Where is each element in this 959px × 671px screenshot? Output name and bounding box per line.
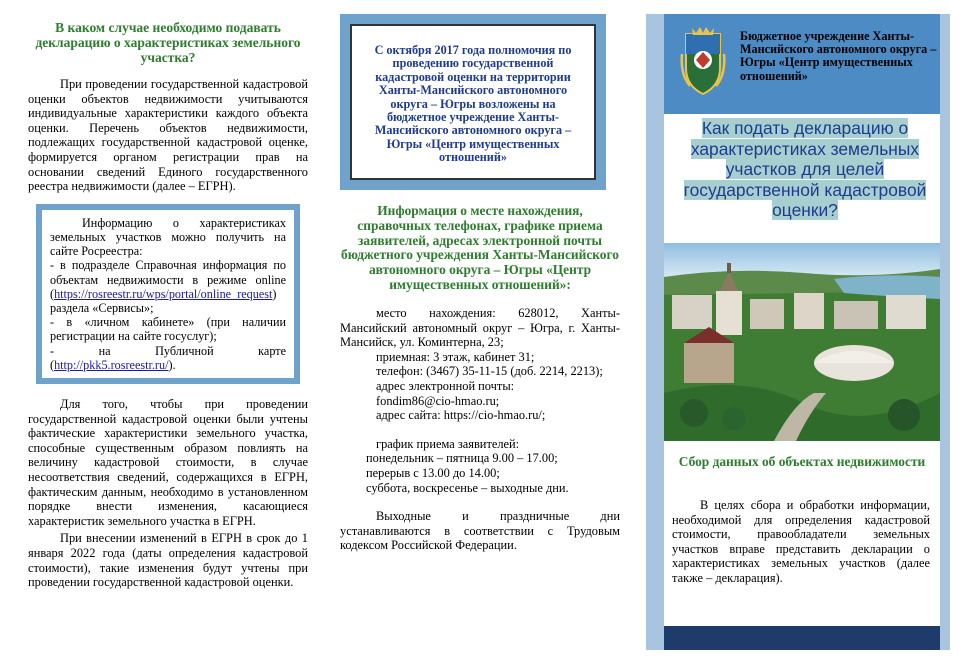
- rosreestr-item-cabinet: - в «личном кабинете» (при наличии регистрации на сайте госуслуг);: [50, 315, 286, 344]
- contacts-block: [340, 306, 620, 553]
- schedule-break: перерыв с 13.00 до 14.00;: [366, 465, 500, 480]
- cover-panel: [664, 14, 940, 650]
- email-value: fondim86@cio-hmao.ru;: [376, 393, 500, 408]
- site-line: адрес сайта: https://cio-hmao.ru/;: [376, 408, 546, 423]
- data-collection-heading: Сбор данных об объектах недвижимости: [678, 454, 926, 469]
- left-column: [28, 0, 308, 590]
- schedule-weekdays: понедельник – пятница 9.00 – 17.00;: [366, 451, 558, 466]
- contacts-heading: Информация о месте нахождения, справочных телефонах, графике приема заявителей, адресах электронной почты бюджетного учреждения Ханты-Мансийского автономного округа – Югры «Центр имущественных отношений»:: [341, 203, 619, 292]
- authority-notice-text: С октября 2017 года полномочия по проведению государственной кадастровой оценки на территории Ханты-Мансийского автономного округа – Югры возложены на бюджетное учреждение Ханты-Мансийского автономного округа – Югры «Центр имущественных отношений»: [350, 24, 596, 180]
- address-line: место нахождения: 628012, Ханты-Мансийский автономный округ – Югра, г. Ханты-Мансийск, ул. Коминтерна, 23;: [340, 306, 620, 350]
- changes-paragraph: Для того, чтобы при проведении государственной кадастровой оценки были учтены фактические характеристики земельного участка, способные существенным образом повлиять на величину кадастровой стоимости, в случае несоответствия сведений, содержащихся в ЕГРН, фактическим данным, необходимо в установленном порядке внести изменения, касающиеся характеристик земельного участка в ЕГРН.: [28, 396, 308, 528]
- deadline-paragraph: При внесении изменений в ЕГРН в срок до 1 января 2022 года (даты определения кадастровой стоимости), такие изменения будут учтены при проведении государственной кадастровой оценки.: [28, 531, 308, 590]
- assessment-paragraph: При проведении государственной кадастровой оценки объектов недвижимости учитываются индивидуальные характеристики каждого объекта оценки. Перечень объектов недвижимости, подлежащих государственной кадастровой оценке, формируется органом регистрации прав на основании сведений Единого государственного реестра недвижимости (далее – ЕГРН).: [28, 77, 308, 194]
- schedule-label: график приема заявителей:: [376, 436, 520, 451]
- city-panorama-image: [664, 243, 940, 441]
- data-collection-text: В целях сбора и обработки информации, необходимой для определения кадастровой стоимости, правообладатели земельных участков вправе представить декларации о характеристиках земельных участков (далее также – декларация).: [672, 498, 930, 585]
- holidays-paragraph: Выходные и праздничные дни устанавливаются в соответствии с Трудовым кодексом Российской Федерации.: [340, 509, 620, 553]
- declaration-when-heading: В каком случае необходимо подавать декларацию о характеристиках земельного участка?: [35, 20, 301, 65]
- cover-column: [646, 14, 950, 650]
- rosreestr-info-box: [36, 204, 300, 384]
- phone-line: телефон: (3467) 35-11-15 (доб. 2214, 2213);: [376, 364, 603, 379]
- rosreestr-item-map: - на Публичной карте (http://pkk5.rosreestr.ru/).: [50, 343, 286, 372]
- contacts-heading-block: [340, 204, 620, 293]
- public-map-link[interactable]: http://pkk5.rosreestr.ru/: [54, 357, 169, 372]
- schedule-weekend: суббота, воскресенье – выходные дни.: [366, 480, 569, 495]
- rosreestr-intro: Информацию о характеристиках земельных участков можно получить на сайте Росреестра:: [50, 215, 286, 259]
- brochure-title: Как подать декларацию о характеристиках земельных участков для целей государственной кадастровой оценки?: [683, 118, 927, 220]
- email-label: адрес электронной почты:: [376, 378, 515, 393]
- coat-of-arms-icon: [678, 24, 728, 96]
- org-name: Бюджетное учреждение Ханты-Мансийского автономного округа – Югры «Центр имущественных отношений»: [740, 29, 937, 83]
- authority-notice-box: [340, 14, 606, 190]
- online-request-link[interactable]: https://rosreestr.ru/wps/portal/online_request: [54, 286, 273, 301]
- cover-header: [664, 14, 940, 114]
- rosreestr-item-online: - в подразделе Справочная информация по объектам недвижимости в режиме online (https://rosreestr.ru/wps/portal/online_request) раздела «Сервисы»;: [50, 258, 286, 315]
- reception-line: приемная: 3 этаж, кабинет 31;: [376, 349, 535, 364]
- cover-footer-band: [664, 626, 940, 650]
